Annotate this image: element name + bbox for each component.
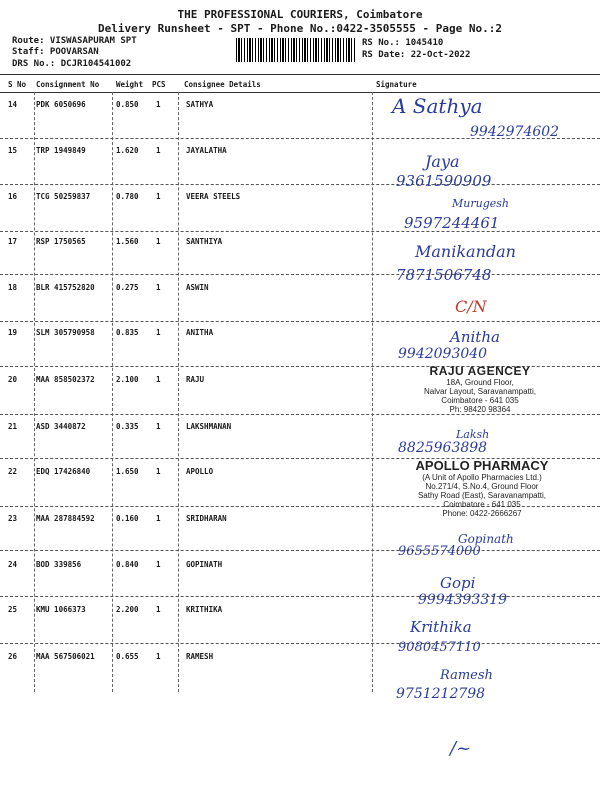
row-consignment: TCG 50259837 xyxy=(36,192,91,201)
row-weight: 2.100 xyxy=(116,375,139,384)
signature-sathya: A Sathya xyxy=(392,94,483,118)
stamp-raju-line2: Nalvar Layout, Saravanampatti, xyxy=(423,387,537,396)
row-consignee: ANITHA xyxy=(186,328,214,337)
row-divider xyxy=(0,184,600,185)
signature-veera: Murugesh xyxy=(452,197,509,210)
header-top-rule xyxy=(0,74,600,75)
col-divider xyxy=(112,92,113,692)
stamp-raju-line4: Ph: 98420 98364 xyxy=(449,405,511,414)
row-weight: 0.335 xyxy=(116,422,139,431)
row-pcs: 1 xyxy=(156,375,161,384)
signature-lakshmanan: Laksh xyxy=(456,428,490,441)
col-consignee: Consignee Details xyxy=(184,80,261,89)
row-divider xyxy=(0,596,600,597)
row-consignment: TRP 1949849 xyxy=(36,146,86,155)
row-consignee: VEERA STEELS xyxy=(186,192,241,201)
drs-number: DRS No.: DCJR104541002 xyxy=(12,59,132,69)
signature-jayalatha: Jaya xyxy=(425,152,460,171)
row-pcs: 1 xyxy=(156,560,161,569)
signature-gopinath: Gopi xyxy=(440,574,476,592)
row-consignment: EDQ 17426840 xyxy=(36,467,91,476)
row-weight: 1.560 xyxy=(116,237,139,246)
row-consignment: ASD 3440872 xyxy=(36,422,86,431)
row-consignment: MAA 567506021 xyxy=(36,652,95,661)
row-weight: 0.160 xyxy=(116,514,139,523)
row-consignee: SANTHIYA xyxy=(186,237,223,246)
col-pcs: PCS xyxy=(152,80,166,89)
row-pcs: 1 xyxy=(156,100,161,109)
phone-lakshmanan: 8825963898 xyxy=(398,440,488,456)
col-sno: S No xyxy=(8,80,27,89)
stamp-apollo-line1: (A Unit of Apollo Pharmacies Ltd.) xyxy=(422,473,542,482)
phone-ramesh: 9751212798 xyxy=(396,686,486,702)
row-sno: 18 xyxy=(8,283,18,292)
col-signature: Signature xyxy=(376,80,417,89)
row-pcs: 1 xyxy=(156,192,161,201)
row-consignment: RSP 1750565 xyxy=(36,237,86,246)
route-label: Route: VISWASAPURAM SPT xyxy=(12,36,137,46)
row-sno: 20 xyxy=(8,375,18,384)
row-sno: 26 xyxy=(8,652,18,661)
phone-anitha: 9942093040 xyxy=(398,346,488,362)
row-consignee: APOLLO xyxy=(186,467,214,476)
row-consignee: KRITHIKA xyxy=(186,605,223,614)
row-consignee: LAKSHMANAN xyxy=(186,422,232,431)
row-pcs: 1 xyxy=(156,328,161,337)
row-consignee: GOPINATH xyxy=(186,560,223,569)
row-consignee: ASWIN xyxy=(186,283,209,292)
row-consignee: RAMESH xyxy=(186,652,214,661)
row-pcs: 1 xyxy=(156,146,161,155)
stamp-apollo-line4: Coimbatore - 641 035 xyxy=(443,500,521,509)
pen-mark: /~ xyxy=(450,738,472,759)
header-bottom-rule xyxy=(0,92,600,93)
signature-sridharan-area: Gopinath xyxy=(458,532,514,546)
row-sno: 15 xyxy=(8,146,18,155)
row-pcs: 1 xyxy=(156,283,161,292)
row-weight: 0.655 xyxy=(116,652,139,661)
stamp-raju-line3: Coimbatore - 641 035 xyxy=(441,396,519,405)
row-pcs: 1 xyxy=(156,467,161,476)
row-sno: 19 xyxy=(8,328,18,337)
row-pcs: 1 xyxy=(156,422,161,431)
phone-santhiya: 7871506748 xyxy=(396,266,492,284)
rs-number: RS No.: 1045410 xyxy=(362,38,444,48)
aswin-note: C/N xyxy=(455,297,487,316)
row-pcs: 1 xyxy=(156,514,161,523)
signature-krithika: Krithika xyxy=(410,618,472,636)
row-weight: 0.850 xyxy=(116,100,139,109)
row-weight: 1.650 xyxy=(116,467,139,476)
signature-santhiya: Manikandan xyxy=(415,242,516,261)
row-consignment: BLR 415752820 xyxy=(36,283,95,292)
row-consignee: SATHYA xyxy=(186,100,214,109)
signature-ramesh: Ramesh xyxy=(440,668,493,683)
row-weight: 2.200 xyxy=(116,605,139,614)
runsheet-title: THE PROFESSIONAL COURIERS, Coimbatore xyxy=(177,8,423,21)
col-consignment: Consignment No xyxy=(36,80,100,89)
row-consignee: SRIDHARAN xyxy=(186,514,227,523)
phone-veera: 9597244461 xyxy=(404,214,500,232)
row-sno: 14 xyxy=(8,100,18,109)
col-divider xyxy=(178,92,179,692)
row-consignment: MAA 287884592 xyxy=(36,514,95,523)
stamp-apollo-line2: No.271/4, S.No.4, Ground Floor xyxy=(425,482,539,491)
row-sno: 25 xyxy=(8,605,18,614)
row-sno: 17 xyxy=(8,237,18,246)
rs-date: RS Date: 22-Oct-2022 xyxy=(362,50,471,60)
signature-anitha: Anitha xyxy=(450,328,500,346)
row-consignee: RAJU xyxy=(186,375,205,384)
raju-agency-stamp xyxy=(380,364,580,414)
row-pcs: 1 xyxy=(156,652,161,661)
apollo-pharmacy-stamp xyxy=(376,458,588,518)
row-consignment: SLM 305790958 xyxy=(36,328,95,337)
row-divider xyxy=(0,321,600,322)
row-divider xyxy=(0,550,600,551)
row-weight: 0.275 xyxy=(116,283,139,292)
row-pcs: 1 xyxy=(156,237,161,246)
row-divider xyxy=(0,231,600,232)
phone-sathya: 9942974602 xyxy=(470,124,560,140)
phone-gopinath: 9655574000 xyxy=(398,544,481,559)
stamp-apollo-line3: Sathy Road (East), Saravanampatti, xyxy=(417,491,547,500)
barcode xyxy=(236,38,356,62)
row-sno: 24 xyxy=(8,560,18,569)
stamp-apollo-name: APOLLO PHARMACY xyxy=(415,458,549,473)
row-weight: 0.835 xyxy=(116,328,139,337)
row-weight: 0.780 xyxy=(116,192,139,201)
row-pcs: 1 xyxy=(156,605,161,614)
row-consignment: PDK 6050696 xyxy=(36,100,86,109)
row-consignment: BOD 339856 xyxy=(36,560,82,569)
staff-label: Staff: POOVARSAN xyxy=(12,47,99,57)
col-divider xyxy=(34,92,35,692)
stamp-raju-line1: 18A, Ground Floor, xyxy=(446,378,514,387)
phone-krithika-area: 9994393319 xyxy=(418,592,508,608)
row-sno: 23 xyxy=(8,514,18,523)
runsheet-subtitle: Delivery Runsheet - SPT - Phone No.:0422-3505555 - Page No.:2 xyxy=(98,22,502,35)
col-weight: Weight xyxy=(116,80,144,89)
phone-krithika: 9080457110 xyxy=(398,640,481,655)
row-sno: 21 xyxy=(8,422,18,431)
row-weight: 1.620 xyxy=(116,146,139,155)
row-sno: 16 xyxy=(8,192,18,201)
row-divider xyxy=(0,643,600,644)
col-divider xyxy=(372,92,373,692)
stamp-apollo-line5: Phone: 0422-2666267 xyxy=(442,509,522,518)
row-sno: 22 xyxy=(8,467,18,476)
row-consignment: MAA 858502372 xyxy=(36,375,95,384)
row-weight: 0.840 xyxy=(116,560,139,569)
row-consignment: KMU 1066373 xyxy=(36,605,86,614)
row-consignee: JAYALATHA xyxy=(186,146,227,155)
row-divider xyxy=(0,414,600,415)
stamp-raju-name: RAJU AGENCEY xyxy=(429,364,531,378)
row-divider xyxy=(0,274,600,275)
phone-jayalatha: 9361590909 xyxy=(396,172,492,190)
